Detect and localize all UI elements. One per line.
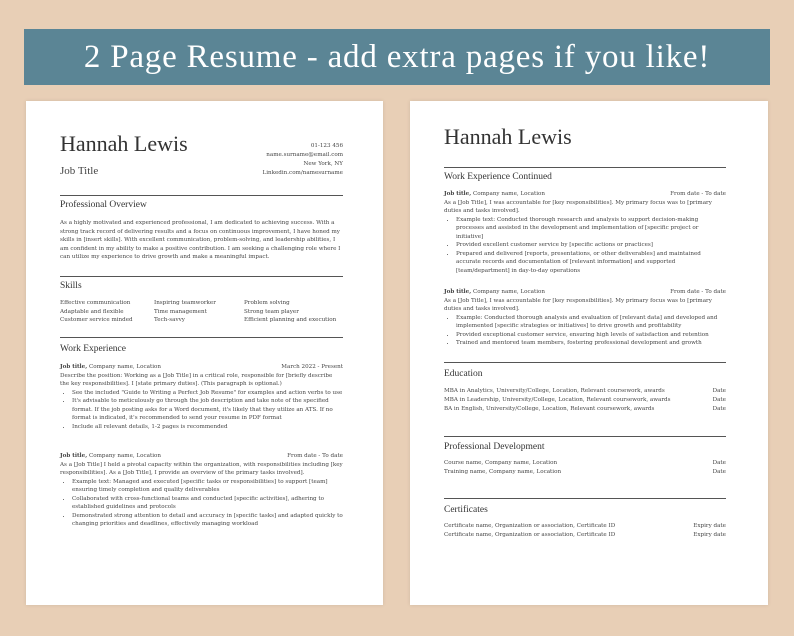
section-divider — [444, 498, 726, 499]
education-text: BA in English, University/College, Location, Relevant coursework, awards — [444, 406, 655, 412]
job-bullets — [60, 389, 343, 432]
bullet-item: • Trained and mentored team members, fostering professional development and growth — [456, 339, 726, 348]
development-date: Date — [712, 469, 726, 475]
contact-location: New York, NY — [303, 161, 343, 167]
bullet-item: • Prepared and delivered [reports, presentations, or other deliverables] and maintained accurate records and documentation of [relevant information] and supported [team/department] in day-to-day operations — [456, 250, 726, 276]
job-entry — [444, 288, 726, 348]
skill-item: Time management — [154, 308, 207, 315]
education-date: Date — [712, 388, 726, 394]
section-divider — [60, 195, 343, 196]
bullet-item: • Collaborated with cross-functional teams and conducted [specific activities], adhering to established guidelines and protocols — [72, 495, 343, 512]
skills-list — [60, 299, 343, 327]
certificate-row — [444, 523, 726, 529]
section-divider — [444, 436, 726, 437]
section-divider — [444, 362, 726, 363]
development-row — [444, 469, 726, 475]
skill-item: Effective communication — [60, 300, 131, 306]
contact-block — [263, 142, 344, 178]
skill-item: Customer service minded — [60, 317, 133, 324]
skill-item: Inspiring teamworker — [154, 300, 216, 306]
section-title-certificates: Certificates — [444, 505, 488, 515]
certificate-date: Expiry date — [693, 523, 726, 529]
job-dates: March 2022 - Present — [281, 364, 343, 370]
bullet-item: • Provided exceptional customer service, ensuring high levels of satisfaction and retention — [456, 331, 726, 340]
job-company: Company name, Location — [87, 453, 162, 459]
contact-phone: 01-123 456 — [310, 143, 343, 149]
bullet-item: • Provided excellent customer service by [specific actions or practices] — [456, 241, 726, 250]
job-entry — [444, 190, 726, 275]
job-header — [60, 363, 343, 372]
development-text: Training name, Company name, Location — [444, 469, 562, 475]
education-date: Date — [712, 406, 726, 412]
section-title-overview: Professional Overview — [60, 200, 147, 210]
development-row — [444, 460, 726, 466]
job-bullets — [444, 216, 726, 276]
section-title-professional-development: Professional Development — [444, 442, 545, 452]
bullet-item: • Example text: Managed and executed [specific tasks or responsibilities] to support [team] ensuring timely completion and quality deliverables — [72, 478, 343, 495]
job-bullets — [60, 478, 343, 529]
education-text: MBA in Leadership, University/College, Location, Relevant coursework, awards — [444, 397, 671, 403]
section-title-skills: Skills — [60, 281, 82, 291]
education-row — [444, 397, 726, 403]
job-entry — [60, 452, 343, 529]
job-description: Describe the position: Working as a [Job Title] in a critical role, responsible for [briefly describe the key responsibilities]. I [state primary duties]. (This paragraph is optional.) — [60, 372, 333, 387]
job-role: Job title, — [444, 191, 472, 197]
job-role: Job title, — [60, 453, 88, 459]
contact-linkedin: Linkedin.com/namesurname — [262, 170, 343, 176]
contact-email: name.surname@email.com — [266, 152, 343, 158]
job-company: Company name, Location — [87, 364, 162, 370]
job-dates: From date - To date — [670, 289, 726, 295]
job-dates: From date - To date — [670, 191, 726, 197]
skill-item: Adaptable and flexible — [60, 308, 124, 315]
job-role: Job title, — [444, 289, 472, 295]
overview-text: As a highly motivated and experienced professional, I am dedicated to achieving success. With a strong track record of delivering results and a focus on continuous improvement, I have honed my skills in [insert skills]. With excellent communication, problem-solving, and leadership abilities, I am confident in my ability to make a positive contribution. I am seeking a challenging role where I can utilize my experience to drive growth and make a meaningful impact. — [60, 220, 341, 260]
job-entry — [60, 363, 343, 431]
job-company: Company name, Location — [471, 191, 546, 197]
job-header — [444, 288, 726, 297]
job-description: As a [Job Title], I was accountable for [key responsibilities]. My primary focus was to [primary duties and tasks involved]. — [444, 297, 712, 312]
education-text: MBA in Analytics, University/College, Location, Relevant coursework, awards — [444, 388, 665, 394]
section-divider — [444, 167, 726, 168]
education-row — [444, 388, 726, 394]
section-title-experience: Work Experience — [60, 344, 126, 354]
bullet-item: • See the included "Guide to Writing a Perfect Job Resume" for examples and action verbs to use — [72, 389, 343, 398]
job-description: As a [Job Title] I held a pivotal capacity within the organization, with responsibilities including [key responsibilities]. As a [Job Title], I provide an overview of the primary tasks involved]. — [60, 461, 343, 476]
resume-page-1 — [26, 101, 383, 605]
bullet-item: • Example text: Conducted thorough research and analysis to support decision-making processes and assisted in the development and implementation of [specific project or initiative] — [456, 216, 726, 242]
job-role: Job title, — [60, 364, 88, 370]
resume-page-2 — [410, 101, 768, 605]
section-divider — [60, 276, 343, 277]
section-divider — [60, 337, 343, 338]
education-date: Date — [712, 397, 726, 403]
education-row — [444, 406, 726, 412]
bullet-item: • Example: Conducted thorough analysis and evaluation of [relevant data] and developed and implemented [specific strategies or initiatives] to drive growth and profitability — [456, 314, 726, 331]
job-header — [60, 452, 343, 461]
job-header — [444, 190, 726, 199]
development-text: Course name, Company name, Location — [444, 460, 558, 466]
bullet-item: • Demonstrated strong attention to detail and accuracy in [specific tasks] and adapted quickly to changing priorities and deadlines, effectively managing workload — [72, 512, 343, 529]
certificate-row — [444, 532, 726, 538]
skill-item: Efficient planning and execution — [244, 317, 337, 324]
banner-title: 2 Page Resume - add extra pages if you like! — [24, 29, 770, 85]
job-bullets — [444, 314, 726, 348]
bullet-item: • It's advisable to meticulously go through the job description and take note of the specified format. If the job posting asks for a Word document, it's likely that they utilize an ATS. If no format is indicated, it's recommended to send your resume in PDF format — [72, 397, 343, 423]
certificate-date: Expiry date — [693, 532, 726, 538]
development-date: Date — [712, 460, 726, 466]
section-title-experience-continued: Work Experience Continued — [444, 172, 552, 182]
bullet-item: • Include all relevant details, 1-2 pages is recommended — [72, 423, 343, 432]
job-company: Company name, Location — [471, 289, 546, 295]
certificate-text: Certificate name, Organization or association, Certificate ID — [444, 523, 616, 529]
resume-name: Hannah Lewis — [60, 131, 188, 156]
skill-item: Problem solving — [244, 300, 290, 306]
job-dates: From date - To date — [287, 453, 343, 459]
section-title-education: Education — [444, 369, 483, 379]
certificate-text: Certificate name, Organization or association, Certificate ID — [444, 532, 616, 538]
job-description: As a [Job Title], I was accountable for [key responsibilities]. My primary focus was to [primary duties and tasks involved]. — [444, 199, 712, 214]
skill-item: Tech-savvy — [154, 317, 185, 324]
job-title: Job Title — [60, 165, 99, 177]
skill-item: Strong team player — [244, 308, 299, 315]
resume-name: Hannah Lewis — [444, 124, 572, 149]
